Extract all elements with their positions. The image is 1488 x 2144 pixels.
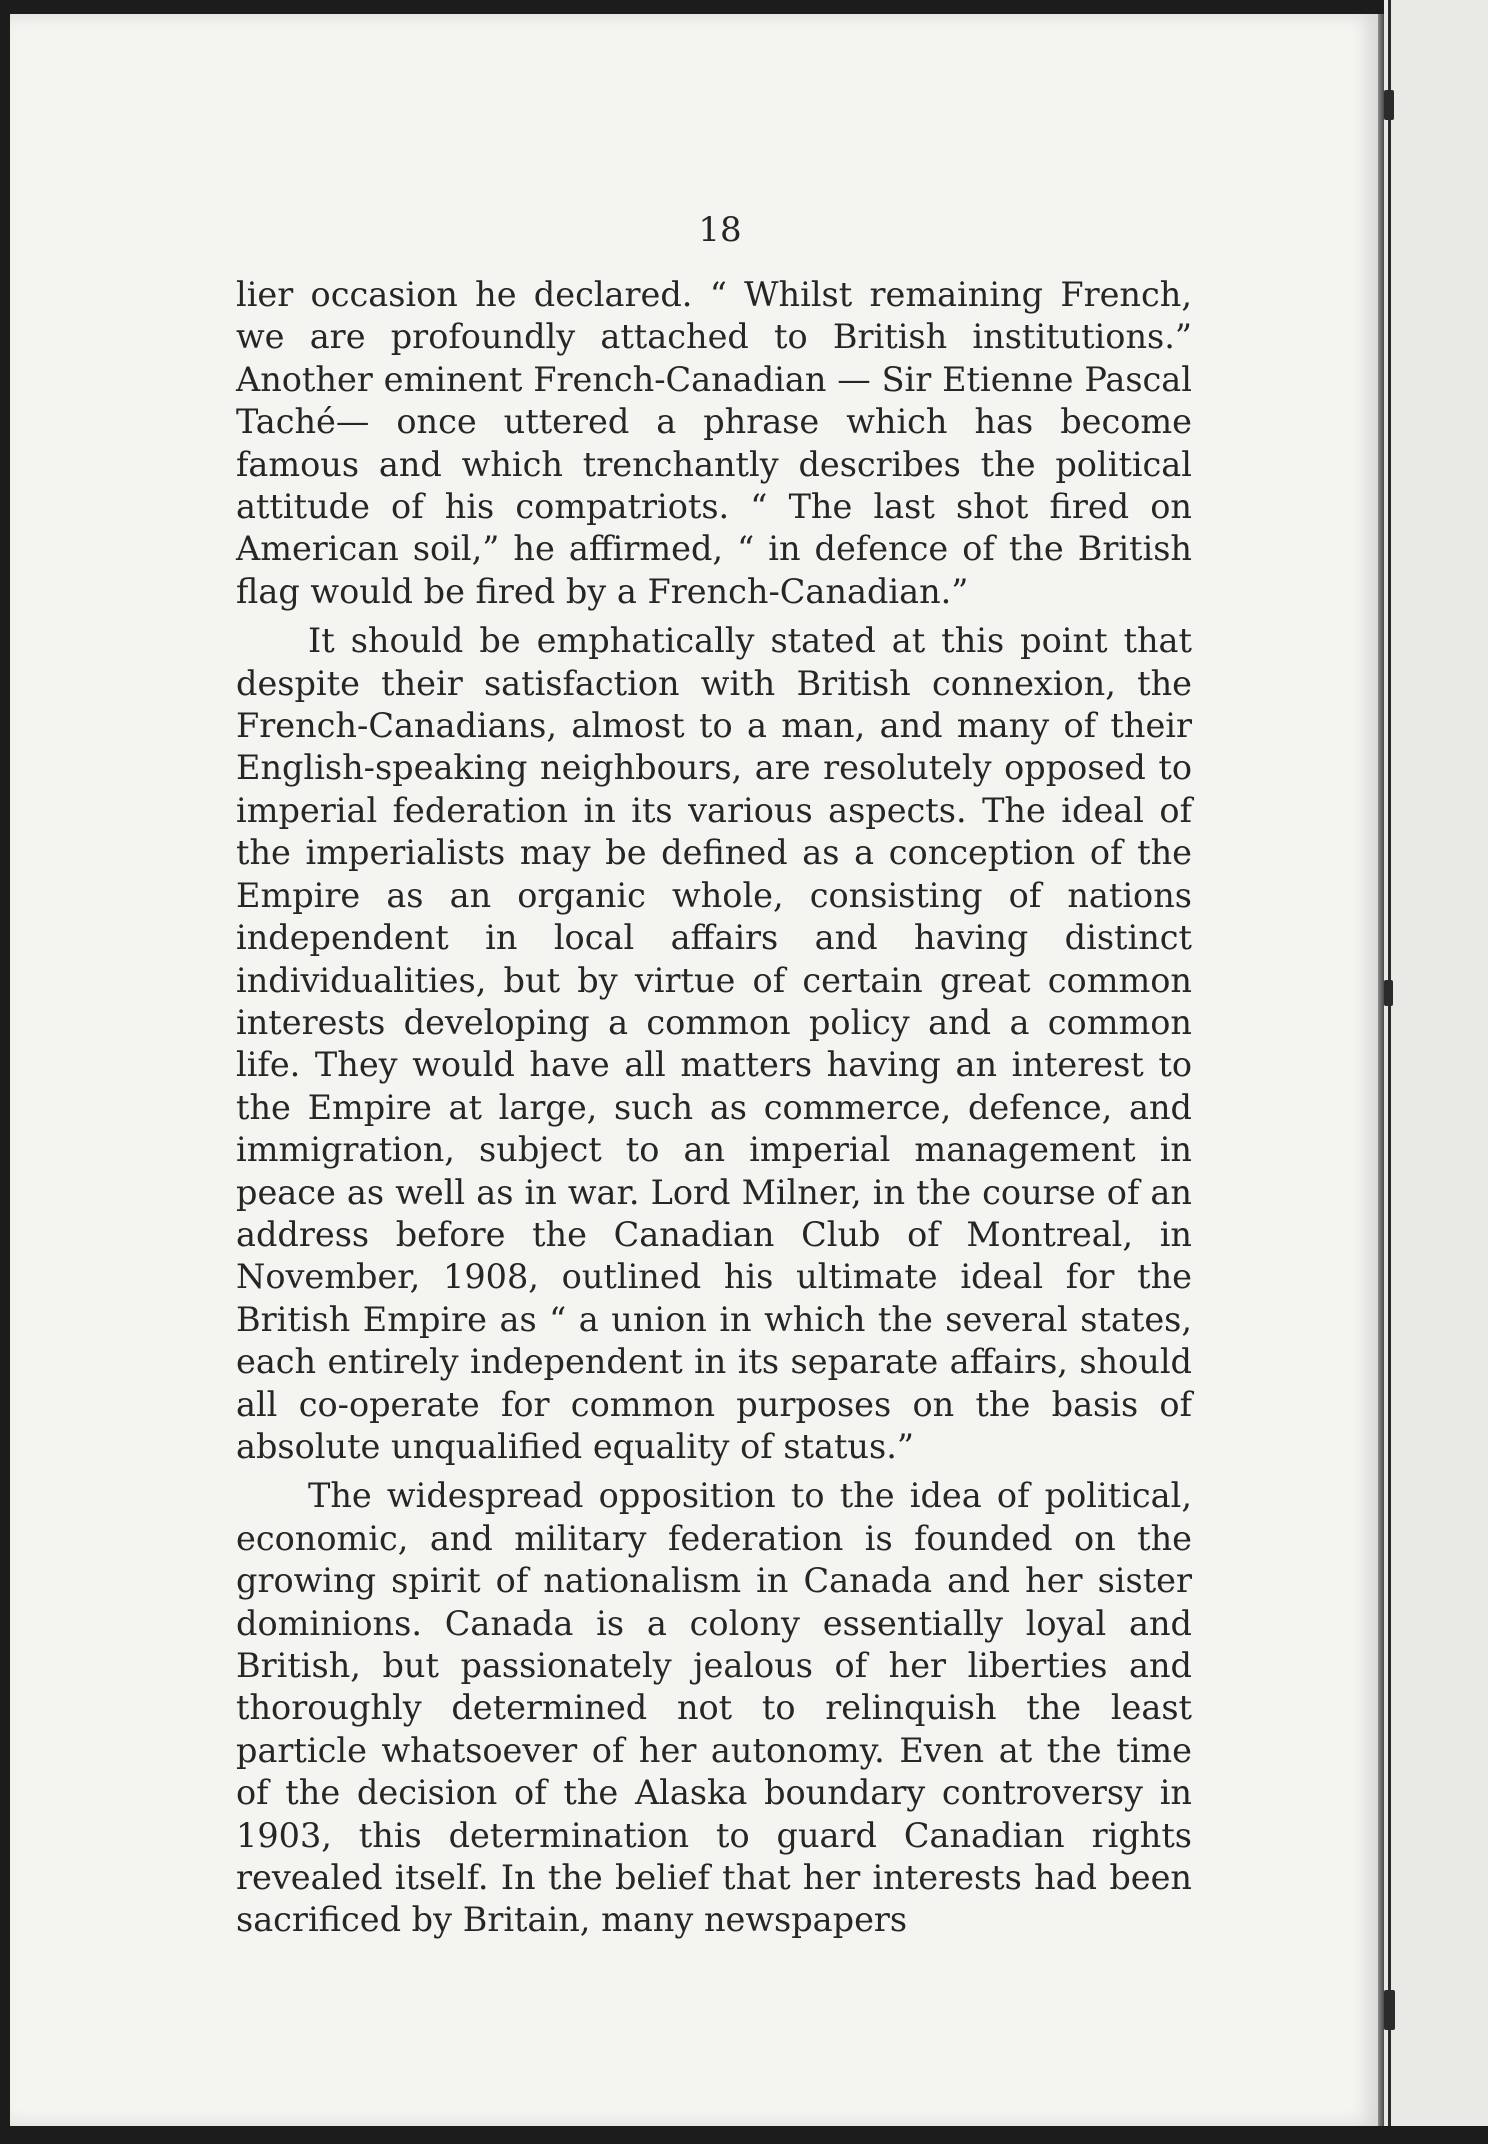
paragraph-1: lier occasion he declared. “ Whilst remaining French, we are profoundly attached to British institutions.” Another eminent French-Canadian — Sir Etienne Pascal Taché— once uttered a phrase which has become famous and which trenchantly describes the political attitude of his compatriots. “ The last shot fired on American soil,” he affirmed, “ in defence of the British flag would be fired by a French-Canadian.” — [236, 275, 1192, 611]
binding-mark-middle — [1384, 980, 1393, 1006]
paragraph-2: It should be emphatically stated at this point that despite their satisfaction with British connexion, the French-Canadians, almost to a man, and many of their English-speaking neighbours, are resolutely opposed to imperial federation in its various aspects. The ideal of the imperialists may be defined as a conception of the Empire as an organic whole, consisting of nations independent in local affairs and having distinct individualities, but by virtue of certain great common interests developing a common policy and a common life. They would have all matters having an interest to the Empire at large, such as commerce, defence, and immigration, subject to an imperial management in peace as well as in war. Lord Milner, in the course of an address before the Canadian Club of Montreal, in November, 1908, outlined his ultimate ideal for the British Empire as “ a union in which the several states, each entirely independent in its separate affairs, should all co-operate for common purposes on the basis of absolute unqualified equality of status.” — [236, 621, 1192, 1466]
facing-page-strip — [1384, 0, 1488, 2144]
page-number: 18 — [698, 210, 742, 250]
paragraph-3: The widespread opposition to the idea of political, economic, and military federation is founded on the growing spirit of nationalism in Canada and her sister dominions. Canada is a colony essentially loyal and British, but passionately jealous of her liberties and thoroughly determined not to relinquish the least particle whatsoever of her autonomy. Even at the time of the decision of the Alaska boundary controversy in 1903, this determination to guard Canadian rights revealed itself. In the belief that her interests had been sacrificed by Britain, many newspapers — [236, 1476, 1192, 1940]
scan-bottom-edge — [0, 2126, 1488, 2144]
binding-mark-bottom — [1384, 1990, 1395, 2030]
body-text — [236, 274, 1192, 1949]
binding-mark-top — [1384, 90, 1394, 120]
binding-line — [1388, 0, 1391, 2144]
